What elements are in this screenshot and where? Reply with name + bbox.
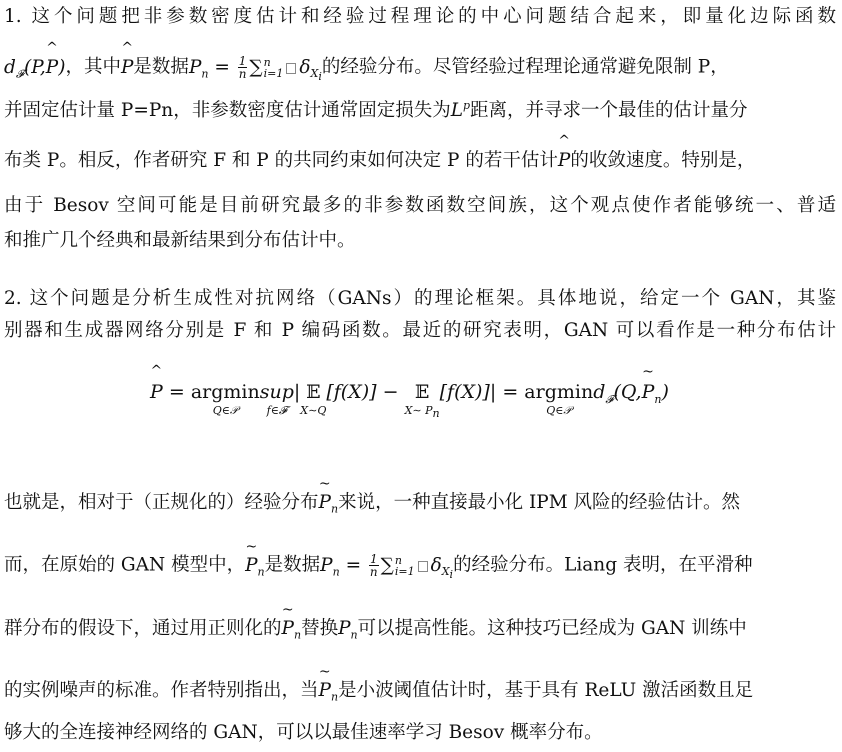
math-Lp: $L^p$: [450, 98, 471, 121]
para2-line-5: 群分布的假设下，通过用正则化的~ $P_n$替换$P_n$可以提高性能。这种技巧已经成为 GAN 训练中: [4, 618, 747, 640]
math-Pn: $P_n$: [338, 618, 358, 642]
para2-line-3: 也就是，相对于（正规化的）经验分布~ $P_n$来说，一种直接最小化 IPM 风险的经验估计。然: [4, 492, 740, 514]
math-Pn-tilde: ~ $P_n$: [245, 555, 265, 576]
para1-line-2: $d_𝓕(P,\^{}$ P)，其中^ P是数据$P_n$ = $\frac{1}{n}$ ∑ n i=1 $\delta_{X_i}$的经验分布。尽管经验过程理论通常避免限制 P，: [4, 55, 729, 80]
para1-line-5: 由于 Besov 空间可能是目前研究最多的非参数函数空间族，这个观点使作者能够统一、普适: [4, 195, 836, 216]
para1-line-6: 和推广几个经典和最新结果到分布估计中。: [4, 230, 356, 251]
display-formula: ^ P = argmin Q∈𝒫 sup f∈𝓕 | 𝔼 X∼Q [f(X)] − 𝔼 X∼ $P_n$ [f(X)]| = argmin Q∈𝒫 $d_𝓕(Q,\sim$ $P_n$): [150, 380, 669, 416]
math-d-F-P-Phat: $d_𝓕(P,\^{}$ P): [4, 57, 65, 78]
math-Pn-def: $P_n$ = $\frac{1}{n}$ ∑ n i=1 $\delta_{X_i}$: [320, 552, 454, 582]
missing-glyph-box: [286, 63, 296, 74]
math-P-hat: ^ P: [558, 150, 570, 172]
para2-line-7: 够大的全连接神经网络的 GAN，可以以最佳速率学习 Besov 概率分布。: [4, 722, 603, 743]
math-Pn-tilde: ~ $P_n$: [319, 492, 339, 513]
math-P-hat: ^ P: [121, 57, 133, 79]
para1-line-1: 1. 这个问题把非参数密度估计和经验过程理论的中心问题结合起来，即量化边际函数: [4, 6, 836, 27]
para2-line-6: 的实例噪声的标准。作者特别指出，当~ $P_n$是小波阈值估计时，基于具有 ReLU 激活函数且足: [4, 680, 753, 702]
math-Pn-def: $P_n$ = $\frac{1}{n}$ ∑ n i=1 $\delta_{X_i}$: [188, 54, 322, 84]
para1-line-4: 布类 P。相反，作者研究 F 和 P 的共同约束如何决定 P 的若干估计^ P的收敛速度。特别是，: [4, 150, 755, 172]
para2-line-1: 2. 这个问题是分析生成性对抗网络（GANs）的理论框架。具体地说，给定一个 GAN，其鉴: [4, 288, 836, 309]
math-Pn-tilde: ~ $P_n$: [319, 680, 339, 701]
missing-glyph-box: [418, 561, 428, 572]
para1-line-3: 并固定估计量 P=Pn，非参数密度估计通常固定损失为$L^p$距离，并寻求一个最佳的估计量分: [4, 98, 748, 121]
para2-line-4: 而，在原始的 GAN 模型中，~ $P_n$是数据$P_n$ = $\frac{1}{n}$ ∑ n i=1 $\delta_{X_i}$的经验分布。Liang 表明，在平滑种: [4, 553, 752, 578]
para2-line-2: 别器和生成器网络分别是 F 和 P 编码函数。最近的研究表明，GAN 可以看作是一种分布估计: [4, 320, 836, 341]
math-Pn-tilde: ~ $P_n$: [282, 618, 302, 639]
